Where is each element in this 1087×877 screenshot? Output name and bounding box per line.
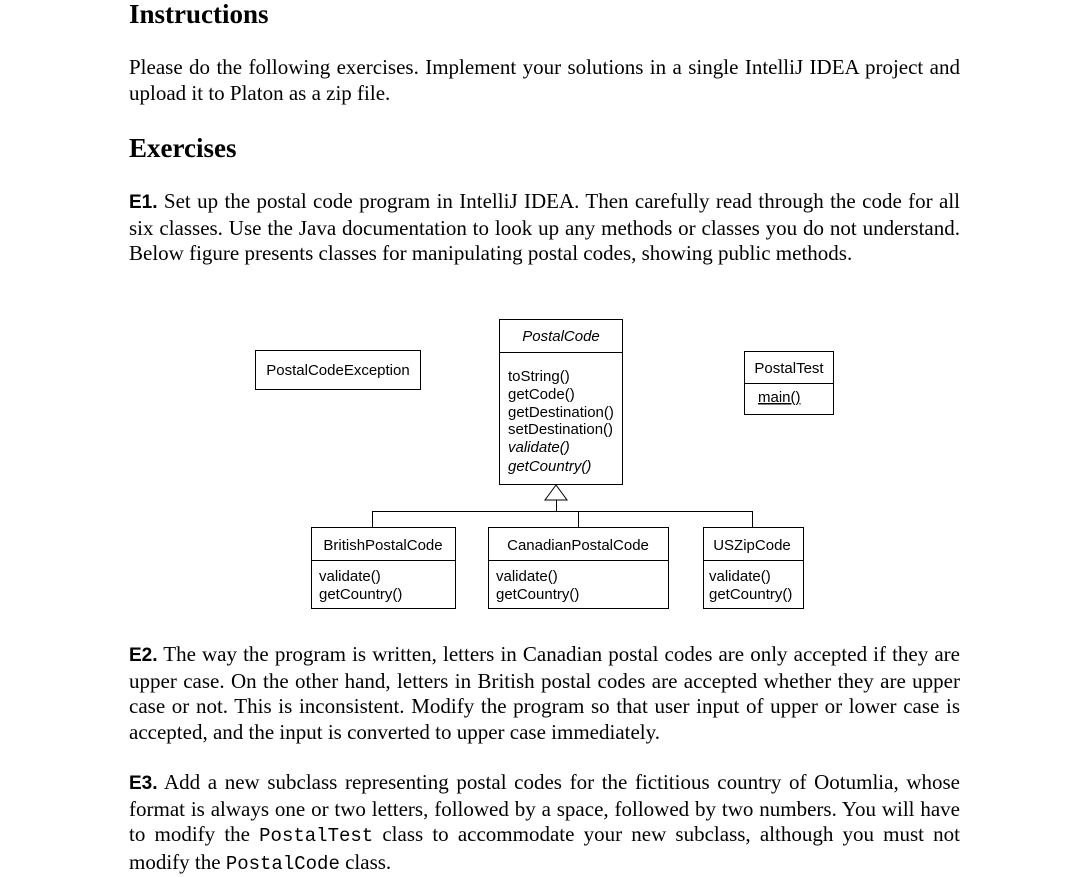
class-postalcodeexception — [256, 351, 421, 390]
postalcode-method: getCountry() — [508, 458, 592, 475]
postaltest-method: main() — [758, 389, 801, 406]
class-uszipcode-name: USZipCode — [713, 537, 791, 554]
class-postalcode — [500, 320, 623, 485]
exercise-e3 — [129, 770, 960, 877]
class-britishpostalcode-name: BritishPostalCode — [323, 537, 443, 554]
exercise-e1-label: E1. — [129, 192, 158, 213]
exercise-e3-text: class to accommodate your new subclass, although you must not modify the — [129, 822, 960, 874]
class-canadianpostalcode-name: CanadianPostalCode — [507, 537, 649, 554]
canadianpostalcode-method: getCountry() — [496, 586, 580, 603]
postalcode-method: getCode() — [508, 386, 575, 403]
class-postalcodeexception-name: PostalCodeException — [266, 362, 410, 379]
class-postaltest — [745, 352, 834, 415]
code-postalcode: PostalCode — [225, 852, 340, 875]
exercises-heading: Exercises — [129, 133, 237, 163]
class-canadianpostalcode — [489, 528, 669, 609]
exercise-e3-text: class. — [339, 849, 392, 874]
britishpostalcode-method: validate() — [319, 568, 381, 585]
uszipcode-method: getCountry() — [709, 586, 793, 603]
postalcode-method: validate() — [508, 439, 570, 456]
inheritance-connector — [372, 485, 753, 528]
exercise-e3-text: Add a new subclass representing postal codes for the fictitious country of Ootumlia, whose format is always one or two letters, followed by a space, followed by two numbers. You will have to modify the — [129, 770, 960, 846]
exercise-e2 — [129, 642, 960, 745]
exercise-e1-text: Set up the postal code program in IntelliJ IDEA. Then carefully read through the code for all six classes. Use the Java documentation to look up any methods or classes you do not understand. Below figure presents classes for manipulating postal codes, showing public methods. — [129, 189, 960, 265]
class-postaltest-name: PostalTest — [754, 360, 824, 377]
class-postalcode-name: PostalCode — [522, 328, 600, 345]
class-uszipcode — [704, 528, 804, 609]
instructions-heading: Instructions — [129, 0, 269, 29]
postalcode-method: setDestination() — [508, 421, 614, 438]
postalcode-method: toString() — [508, 368, 570, 385]
instructions-paragraph: Please do the following exercises. Implement your solutions in a single IntelliJ IDEA project and upload it to Platon as a zip file. — [129, 55, 960, 105]
postalcode-method: getDestination() — [508, 404, 614, 421]
exercise-e2-text: The way the program is written, letters in Canadian postal codes are only accepted if they are upper case. On the other hand, letters in British postal codes are accepted whether they are upper case or not. This is inconsistent. Modify the program so that user input of upper or lower case is accepted, and the input is converted to upper case immediately. — [129, 642, 960, 744]
canadianpostalcode-method: validate() — [496, 568, 558, 585]
britishpostalcode-method: getCountry() — [319, 586, 403, 603]
uszipcode-method: validate() — [709, 568, 771, 585]
exercise-e2-label: E2. — [129, 645, 158, 666]
class-britishpostalcode — [312, 528, 456, 609]
code-postaltest: PostalTest — [259, 825, 374, 847]
exercise-e3-label: E3. — [129, 773, 158, 794]
